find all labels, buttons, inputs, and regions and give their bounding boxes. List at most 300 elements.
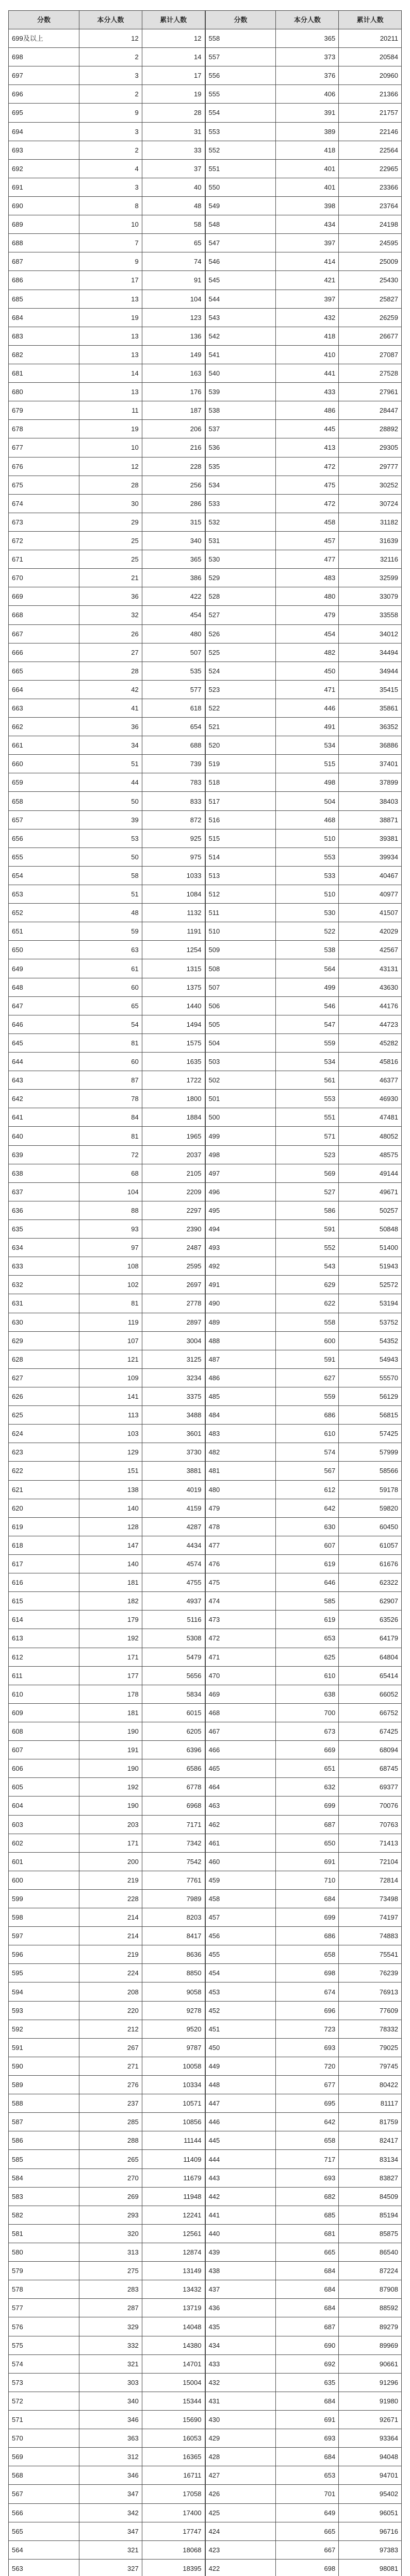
score-cell: 638 [9, 1164, 79, 1182]
cumulative-cell: 24595 [339, 234, 402, 252]
table-row [205, 810, 402, 829]
cumulative-cell: 15690 [142, 2411, 205, 2429]
count-cell: 224 [79, 1964, 142, 1982]
score-cell: 461 [205, 1834, 276, 1852]
table-row [205, 624, 402, 643]
count-cell: 673 [276, 1722, 339, 1740]
cumulative-cell: 26677 [339, 327, 402, 345]
score-cell: 610 [9, 1685, 79, 1703]
table-row [205, 2317, 402, 2336]
table-row [9, 2466, 205, 2485]
cumulative-cell: 40977 [339, 885, 402, 904]
cumulative-cell: 94701 [339, 2466, 402, 2485]
table-row [9, 718, 205, 736]
count-cell: 121 [79, 1350, 142, 1368]
cumulative-cell: 16053 [142, 2429, 205, 2448]
count-cell: 483 [276, 569, 339, 587]
cumulative-cell: 10571 [142, 2094, 205, 2113]
count-cell: 479 [276, 606, 339, 624]
cumulative-cell: 50257 [339, 1201, 402, 1219]
table-row [205, 2522, 402, 2540]
cumulative-cell: 22564 [339, 141, 402, 159]
cumulative-cell: 51400 [339, 1239, 402, 1257]
score-cell: 546 [205, 252, 276, 271]
table-row [9, 904, 205, 922]
count-cell: 109 [79, 1368, 142, 1387]
score-cell: 486 [205, 1368, 276, 1387]
table-row [205, 699, 402, 717]
cumulative-cell: 34494 [339, 643, 402, 662]
score-table-right [205, 10, 402, 2576]
cumulative-cell: 70076 [339, 1797, 402, 1815]
score-cell: 465 [205, 1759, 276, 1778]
score-cell: 440 [205, 2224, 276, 2243]
table-row [9, 1964, 205, 1982]
count-cell: 401 [276, 159, 339, 178]
count-cell: 58 [79, 866, 142, 885]
table-row [9, 624, 205, 643]
count-cell: 219 [79, 1945, 142, 1964]
table-row [9, 1852, 205, 1871]
cumulative-cell: 4019 [142, 1480, 205, 1499]
cumulative-cell: 8417 [142, 1927, 205, 1945]
count-cell: 19 [79, 308, 142, 327]
cumulative-cell: 73498 [339, 1889, 402, 1908]
cumulative-cell: 71413 [339, 1834, 402, 1852]
table-row [205, 736, 402, 755]
count-cell: 3 [79, 66, 142, 85]
count-cell: 638 [276, 1685, 339, 1703]
count-cell: 398 [276, 196, 339, 215]
header-row [205, 11, 402, 29]
table-row [205, 1592, 402, 1611]
cumulative-cell: 25430 [339, 271, 402, 290]
table-row [205, 290, 402, 308]
score-cell: 600 [9, 1871, 79, 1889]
score-cell: 429 [205, 2429, 276, 2448]
table-row [205, 420, 402, 438]
score-cell: 620 [9, 1499, 79, 1517]
count-cell: 454 [276, 624, 339, 643]
score-cell: 485 [205, 1387, 276, 1405]
score-cell: 670 [9, 569, 79, 587]
cumulative-cell: 83827 [339, 2168, 402, 2187]
cumulative-cell: 70763 [339, 1815, 402, 1834]
count-cell: 347 [79, 2485, 142, 2503]
count-cell: 619 [276, 1611, 339, 1629]
count-cell: 622 [276, 1294, 339, 1313]
count-cell: 81 [79, 1033, 142, 1052]
cumulative-cell: 34944 [339, 662, 402, 680]
score-cell: 471 [205, 1648, 276, 1666]
table-row [9, 1164, 205, 1182]
cumulative-cell: 340 [142, 531, 205, 550]
count-cell: 12 [79, 29, 142, 48]
header-score: 分数 [9, 11, 79, 29]
score-cell: 521 [205, 718, 276, 736]
table-row [205, 2559, 402, 2576]
table-row [9, 1145, 205, 1164]
score-cell: 612 [9, 1648, 79, 1666]
table-row [9, 271, 205, 290]
score-cell: 590 [9, 2057, 79, 2075]
count-cell: 190 [79, 1797, 142, 1815]
count-cell: 9 [79, 104, 142, 122]
count-cell: 14 [79, 364, 142, 382]
cumulative-cell: 3881 [142, 1462, 205, 1480]
score-cell: 446 [205, 2113, 276, 2131]
count-cell: 723 [276, 2020, 339, 2038]
score-cell: 646 [9, 1015, 79, 1033]
score-cell: 607 [9, 1741, 79, 1759]
cumulative-cell: 45816 [339, 1053, 402, 1071]
table-row [9, 829, 205, 848]
count-cell: 54 [79, 1015, 142, 1033]
count-cell: 687 [276, 1815, 339, 1834]
cumulative-cell: 2037 [142, 1145, 205, 1164]
table-row [9, 2317, 205, 2336]
cumulative-cell: 58566 [339, 1462, 402, 1480]
count-cell: 499 [276, 978, 339, 996]
table-row [205, 662, 402, 680]
score-cell: 539 [205, 383, 276, 401]
table-row [205, 1797, 402, 1815]
table-body-left [9, 29, 205, 2576]
cumulative-cell: 17 [142, 66, 205, 85]
table-row [205, 2466, 402, 2485]
table-row [205, 2411, 402, 2429]
count-cell: 10 [79, 215, 142, 234]
cumulative-cell: 11948 [142, 2187, 205, 2206]
cumulative-cell: 52572 [339, 1276, 402, 1294]
score-cell: 513 [205, 866, 276, 885]
cumulative-cell: 91980 [339, 2392, 402, 2410]
count-cell: 699 [276, 1797, 339, 1815]
table-row [9, 1834, 205, 1852]
score-cell: 511 [205, 904, 276, 922]
count-cell: 472 [276, 457, 339, 476]
table-row [205, 327, 402, 345]
table-row [9, 1797, 205, 1815]
table-row [205, 792, 402, 810]
table-row [9, 606, 205, 624]
count-cell: 200 [79, 1852, 142, 1871]
table-row [9, 1945, 205, 1964]
table-row [205, 1313, 402, 1331]
cumulative-cell: 85194 [339, 2206, 402, 2224]
score-cell: 650 [9, 941, 79, 959]
table-row [205, 457, 402, 476]
count-cell: 612 [276, 1480, 339, 1499]
score-cell: 540 [205, 364, 276, 382]
cumulative-cell: 24198 [339, 215, 402, 234]
count-cell: 60 [79, 1053, 142, 1071]
count-cell: 8 [79, 196, 142, 215]
table-row [205, 2001, 402, 2020]
table-row [205, 2243, 402, 2262]
score-cell: 467 [205, 1722, 276, 1740]
cumulative-cell: 975 [142, 848, 205, 866]
cumulative-cell: 9058 [142, 1982, 205, 2001]
score-cell: 576 [9, 2317, 79, 2336]
count-cell: 363 [79, 2429, 142, 2448]
cumulative-cell: 315 [142, 513, 205, 531]
score-cell: 619 [9, 1517, 79, 1536]
count-cell: 669 [276, 1741, 339, 1759]
score-cell: 487 [205, 1350, 276, 1368]
score-cell: 551 [205, 159, 276, 178]
count-cell: 312 [79, 2448, 142, 2466]
cumulative-cell: 43131 [339, 959, 402, 978]
table-row [9, 2020, 205, 2038]
score-cell: 609 [9, 1703, 79, 1722]
cumulative-cell: 9278 [142, 2001, 205, 2020]
cumulative-cell: 59820 [339, 1499, 402, 1517]
score-cell: 451 [205, 2020, 276, 2038]
table-row [205, 1611, 402, 1629]
score-cell: 628 [9, 1350, 79, 1368]
table-row [9, 866, 205, 885]
cumulative-cell: 833 [142, 792, 205, 810]
table-row [9, 1015, 205, 1033]
score-cell: 423 [205, 2540, 276, 2559]
score-cell: 659 [9, 773, 79, 792]
score-cell: 527 [205, 606, 276, 624]
table-row [9, 1443, 205, 1462]
score-cell: 630 [9, 1313, 79, 1331]
cumulative-cell: 8636 [142, 1945, 205, 1964]
score-cell: 555 [205, 85, 276, 104]
table-row [205, 2336, 402, 2354]
count-cell: 13 [79, 345, 142, 364]
table-row [205, 1276, 402, 1294]
cumulative-cell: 3004 [142, 1331, 205, 1350]
count-cell: 346 [79, 2466, 142, 2485]
count-cell: 140 [79, 1554, 142, 1573]
cumulative-cell: 11679 [142, 2168, 205, 2187]
cumulative-cell: 87224 [339, 2262, 402, 2280]
score-cell: 589 [9, 2076, 79, 2094]
score-cell: 665 [9, 662, 79, 680]
table-row [9, 327, 205, 345]
cumulative-cell: 93364 [339, 2429, 402, 2448]
score-cell: 462 [205, 1815, 276, 1834]
score-cell: 684 [9, 308, 79, 327]
count-cell: 646 [276, 1573, 339, 1592]
count-cell: 84 [79, 1108, 142, 1127]
table-row [205, 904, 402, 922]
score-cell: 588 [9, 2094, 79, 2113]
count-cell: 44 [79, 773, 142, 792]
table-row [9, 1182, 205, 1201]
score-cell: 608 [9, 1722, 79, 1740]
count-cell: 682 [276, 2187, 339, 2206]
score-cell: 605 [9, 1778, 79, 1797]
score-cell: 438 [205, 2262, 276, 2280]
table-row [9, 1666, 205, 1685]
score-cell: 696 [9, 85, 79, 104]
table-row [205, 2262, 402, 2280]
score-cell: 677 [9, 438, 79, 457]
count-cell: 102 [79, 1276, 142, 1294]
cumulative-cell: 2209 [142, 1182, 205, 1201]
count-cell: 534 [276, 736, 339, 755]
table-row [205, 2429, 402, 2448]
score-cell: 469 [205, 1685, 276, 1703]
count-cell: 141 [79, 1387, 142, 1405]
score-cell: 648 [9, 978, 79, 996]
table-row [9, 1536, 205, 1554]
score-cell: 500 [205, 1108, 276, 1127]
count-cell: 625 [276, 1648, 339, 1666]
table-row [205, 48, 402, 66]
cumulative-cell: 21366 [339, 85, 402, 104]
table-row [205, 1462, 402, 1480]
cumulative-cell: 31639 [339, 531, 402, 550]
count-cell: 475 [276, 476, 339, 494]
cumulative-cell: 95402 [339, 2485, 402, 2503]
score-cell: 664 [9, 680, 79, 699]
count-cell: 276 [79, 2076, 142, 2094]
cumulative-cell: 63526 [339, 1611, 402, 1629]
table-row [205, 755, 402, 773]
table-row [9, 2038, 205, 2057]
cumulative-cell: 577 [142, 680, 205, 699]
cumulative-cell: 2897 [142, 1313, 205, 1331]
count-cell: 104 [79, 1182, 142, 1201]
table-row [205, 2076, 402, 2094]
score-cell: 535 [205, 457, 276, 476]
cumulative-cell: 89969 [339, 2336, 402, 2354]
score-cell: 575 [9, 2336, 79, 2354]
table-row [9, 1257, 205, 1276]
count-cell: 692 [276, 2354, 339, 2373]
score-cell: 656 [9, 829, 79, 848]
score-cell: 644 [9, 1053, 79, 1071]
count-cell: 97 [79, 1239, 142, 1257]
score-cell: 497 [205, 1164, 276, 1182]
count-cell: 699 [276, 1908, 339, 1927]
cumulative-cell: 39381 [339, 829, 402, 848]
table-row [9, 755, 205, 773]
count-cell: 63 [79, 941, 142, 959]
cumulative-cell: 13149 [142, 2262, 205, 2280]
table-row [9, 996, 205, 1015]
count-cell: 65 [79, 996, 142, 1015]
cumulative-cell: 37 [142, 159, 205, 178]
score-cell: 531 [205, 531, 276, 550]
cumulative-cell: 72814 [339, 1871, 402, 1889]
table-row [9, 122, 205, 141]
cumulative-cell: 68745 [339, 1759, 402, 1778]
table-row [9, 215, 205, 234]
cumulative-cell: 86540 [339, 2243, 402, 2262]
cumulative-cell: 30724 [339, 494, 402, 513]
count-cell: 68 [79, 1164, 142, 1182]
score-cell: 453 [205, 1982, 276, 2001]
table-row [205, 531, 402, 550]
count-cell: 696 [276, 2001, 339, 2020]
count-cell: 649 [276, 2503, 339, 2522]
count-cell: 686 [276, 1927, 339, 1945]
score-cell: 614 [9, 1611, 79, 1629]
cumulative-cell: 62907 [339, 1592, 402, 1611]
score-cell: 629 [9, 1331, 79, 1350]
score-cell: 672 [9, 531, 79, 550]
table-row [205, 1573, 402, 1592]
table-row [9, 2336, 205, 2354]
table-body-right [205, 29, 402, 2576]
table-row [205, 2020, 402, 2038]
table-row [205, 1108, 402, 1127]
count-cell: 685 [276, 2206, 339, 2224]
count-cell: 677 [276, 2076, 339, 2094]
table-row [9, 196, 205, 215]
count-cell: 482 [276, 643, 339, 662]
count-cell: 684 [276, 2262, 339, 2280]
cumulative-cell: 49144 [339, 1164, 402, 1182]
cumulative-cell: 54352 [339, 1331, 402, 1350]
count-cell: 468 [276, 810, 339, 829]
cumulative-cell: 8850 [142, 1964, 205, 1982]
table-row [9, 1685, 205, 1703]
table-row [9, 1927, 205, 1945]
cumulative-cell: 14 [142, 48, 205, 66]
cumulative-cell: 76913 [339, 1982, 402, 2001]
cumulative-cell: 1033 [142, 866, 205, 885]
cumulative-cell: 3125 [142, 1350, 205, 1368]
count-cell: 81 [79, 1127, 142, 1145]
cumulative-cell: 1375 [142, 978, 205, 996]
score-cell: 582 [9, 2206, 79, 2224]
table-row [9, 1331, 205, 1350]
score-cell: 687 [9, 252, 79, 271]
score-cell: 640 [9, 1127, 79, 1145]
score-cell: 669 [9, 587, 79, 606]
cumulative-cell: 44723 [339, 1015, 402, 1033]
score-cell: 533 [205, 494, 276, 513]
table-row [9, 1276, 205, 1294]
count-cell: 698 [276, 2559, 339, 2576]
table-row [205, 2057, 402, 2075]
table-row [205, 513, 402, 531]
score-cell: 587 [9, 2113, 79, 2131]
table-row [9, 1239, 205, 1257]
cumulative-cell: 34012 [339, 624, 402, 643]
score-cell: 445 [205, 2131, 276, 2150]
cumulative-cell: 77609 [339, 2001, 402, 2020]
count-cell: 39 [79, 810, 142, 829]
score-cell: 618 [9, 1536, 79, 1554]
table-row [205, 2038, 402, 2057]
table-row [9, 513, 205, 531]
count-cell: 30 [79, 494, 142, 513]
table-row [205, 1145, 402, 1164]
cumulative-cell: 37899 [339, 773, 402, 792]
table-row [205, 2150, 402, 2168]
cumulative-cell: 5116 [142, 1611, 205, 1629]
table-row [9, 2243, 205, 2262]
score-cell: 505 [205, 1015, 276, 1033]
count-cell: 687 [276, 2317, 339, 2336]
count-cell: 4 [79, 159, 142, 178]
cumulative-cell: 28447 [339, 401, 402, 420]
count-cell: 410 [276, 345, 339, 364]
table-row [9, 2503, 205, 2522]
cumulative-cell: 88592 [339, 2299, 402, 2317]
count-cell: 627 [276, 1368, 339, 1387]
cumulative-cell: 8203 [142, 1908, 205, 1927]
